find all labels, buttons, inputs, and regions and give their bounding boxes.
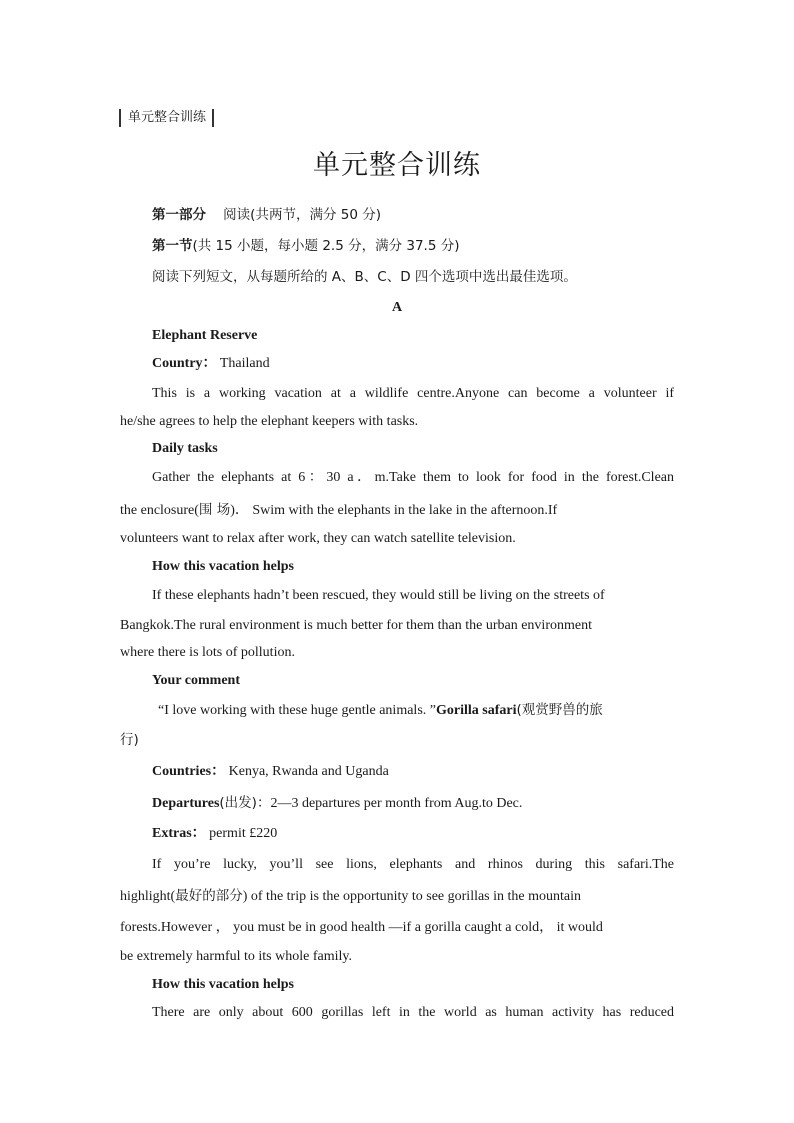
comment-heading: Your comment (152, 673, 241, 688)
tasks-line3: volunteers want to relax after work, they can watch satellite television. (120, 531, 516, 546)
comment-line2: 行) (120, 732, 139, 748)
part1-text: 阅读(共两节，满分 50 分) (223, 207, 381, 223)
desc-line2-cn: 最好的部分 (175, 888, 243, 904)
daily-tasks-heading: Daily tasks (152, 441, 218, 456)
elephant-desc-line2: he/she agrees to help the elephant keepers with tasks. (120, 414, 419, 429)
gorilla-desc-line4: be extremely harmful to its whole family. (120, 949, 352, 964)
country-value: Thailand (219, 356, 270, 371)
page-title: 单元整合训练 (313, 150, 481, 181)
elephant-helps-line2: Bangkok.The rural environment is much better for them than the urban environment (120, 618, 592, 633)
section1-heading: 第一节 (152, 238, 193, 254)
departures-cn: (出发)： (219, 795, 271, 811)
departures-value: 2—3 departures per month from Aug.to Dec. (270, 796, 523, 811)
tasks-line2-cn: 围 场 (198, 502, 231, 518)
gorilla-countries (152, 762, 674, 782)
countries-value: Kenya, Rwanda and Uganda (228, 764, 389, 779)
departures-label: Departures (152, 796, 220, 811)
countries-label: Countries： (152, 764, 226, 779)
part1-line (152, 205, 674, 225)
part1-heading: 第一部分 (152, 207, 206, 223)
tasks-line2-post: )． Swim with the elephants in the lake in the afternoon.If (230, 503, 558, 518)
elephant-title: Elephant Reserve (152, 328, 258, 343)
gorilla-safari-cn: (观赏野兽的旅 (516, 702, 603, 718)
section1-line (152, 236, 674, 256)
gorilla-helps-line1: There are only about 600 gorillas left in the world as human activity has reduced (152, 1005, 674, 1020)
elephant-helps-line3: where there is lots of pollution. (120, 645, 295, 660)
gorilla-desc-line2 (120, 886, 674, 907)
desc-line2-pre: highlight( (120, 889, 176, 904)
elephant-country (152, 354, 674, 374)
comment-quote: “I love working with these huge gentle animals. ” (158, 703, 436, 718)
tasks-line1: Gather the elephants at 6：30 a．m.Take them to look for food in the forest.Clean (152, 470, 674, 485)
country-label: Country： (152, 356, 217, 371)
elephant-desc-line1: This is a working vacation at a wildlife centre.Anyone can become a volunteer if (152, 386, 674, 401)
passage-letter: A (391, 300, 403, 315)
elephant-helps-heading: How this vacation helps (152, 559, 294, 574)
desc-line2-post: ) of the trip is the opportunity to see gorillas in the mountain (242, 889, 582, 904)
extras-label: Extras： (152, 826, 206, 841)
gorilla-safari-title: Gorilla safari (435, 703, 517, 718)
tasks-line2 (120, 500, 674, 521)
section1-text: (共 15 小题，每小题 2.5 分，满分 37.5 分) (192, 238, 460, 254)
gorilla-extras (152, 824, 674, 844)
gorilla-desc-line3: forests.However ， you must be in good health —if a gorilla caught a cold， it would (120, 920, 603, 935)
instruction: 阅读下列短文，从每题所给的 A、B、C、D 四个选项中选出最佳选项。 (152, 269, 577, 285)
comment-line1 (158, 700, 674, 721)
extras-value: permit £220 (209, 826, 278, 841)
elephant-helps-line1: If these elephants hadn’t been rescued, they would still be living on the streets of (152, 588, 605, 603)
gorilla-desc-line1: If you’re lucky, you’ll see lions, elephants and rhinos during this safari.The (152, 857, 674, 872)
header-tag: 单元整合训练 (119, 109, 214, 127)
gorilla-helps-heading: How this vacation helps (152, 977, 294, 992)
gorilla-departures (152, 793, 674, 814)
tasks-line2-pre: the enclosure( (120, 503, 199, 518)
